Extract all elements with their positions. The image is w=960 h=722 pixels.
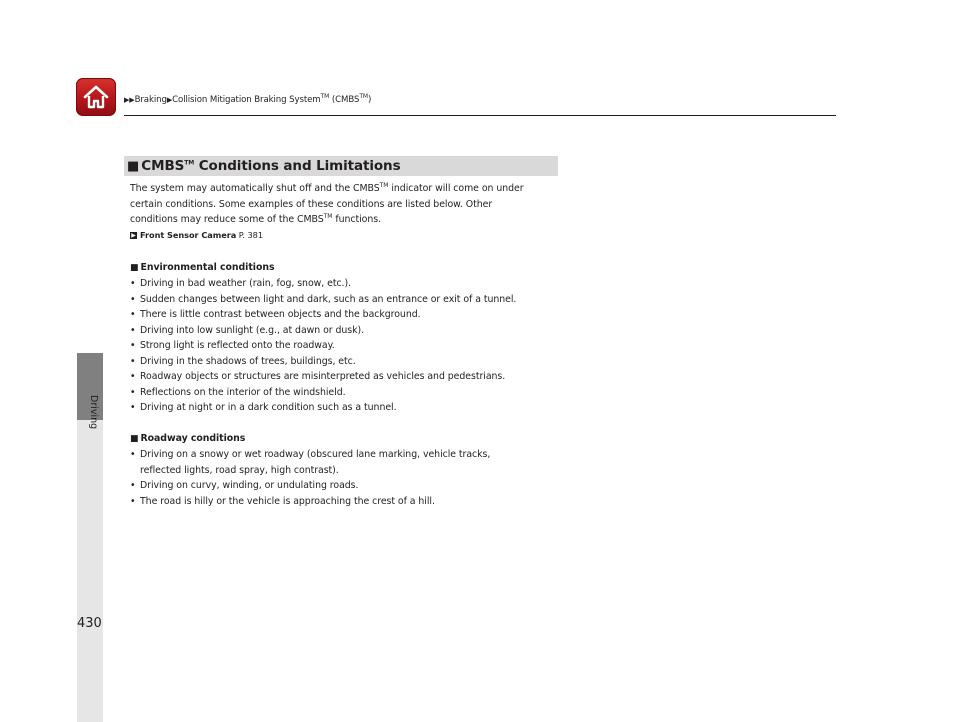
main-content bbox=[130, 181, 570, 509]
reference-arrow-icon: ▶ bbox=[131, 231, 136, 239]
roadway-heading: ■ Roadway conditions bbox=[130, 432, 246, 444]
list-item: • Roadway objects or structures are misinterpreted as vehicles and pedestrians. bbox=[130, 369, 570, 385]
list-item: • Sudden changes between light and dark, such as an entrance or exit of a tunnel. bbox=[130, 292, 570, 308]
sidebar-strip bbox=[77, 420, 103, 722]
environmental-list bbox=[130, 276, 570, 416]
cross-reference-link[interactable] bbox=[130, 229, 570, 241]
list-item: • Driving on a snowy or wet roadway (obscured lane marking, vehicle tracks, reflected lights, road spray, high contrast). bbox=[130, 447, 570, 478]
environmental-heading: ■ Environmental conditions bbox=[130, 261, 275, 273]
list-item: • Strong light is reflected onto the roadway. bbox=[130, 338, 570, 354]
section-title: CMBS™ Conditions and Limitations bbox=[141, 158, 401, 174]
list-item: • Driving on curvy, winding, or undulating roads. bbox=[130, 478, 570, 494]
home-icon bbox=[82, 84, 110, 110]
breadcrumb-arrow-icon: ▶ bbox=[166, 96, 173, 104]
intro-paragraph: The system may automatically shut off and the CMBS™ indicator will come on under certain conditions. Some examples of these conditions are listed below. Other conditions may reduce some of the CMBS™ functions. bbox=[130, 181, 524, 225]
list-item: • There is little contrast between objects and the background. bbox=[130, 307, 570, 323]
header-divider bbox=[124, 115, 836, 116]
list-item: • Driving in the shadows of trees, buildings, etc. bbox=[130, 354, 570, 370]
breadcrumb bbox=[124, 95, 371, 105]
square-bullet-icon: ■ bbox=[130, 433, 139, 444]
breadcrumb-item-braking[interactable]: Braking bbox=[134, 95, 167, 105]
square-bullet-icon: ■ bbox=[127, 158, 140, 174]
xref-title: Front Sensor Camera bbox=[140, 229, 237, 240]
sidebar-section-label: Driving bbox=[88, 395, 99, 430]
xref-page: P. 381 bbox=[236, 229, 263, 240]
list-item: • Driving into low sunlight (e.g., at dawn or dusk). bbox=[130, 323, 570, 339]
list-item: • The road is hilly or the vehicle is approaching the crest of a hill. bbox=[130, 494, 570, 510]
list-item: • Driving at night or in a dark condition such as a tunnel. bbox=[130, 400, 570, 416]
breadcrumb-arrow-icon: ▶▶ bbox=[124, 96, 135, 104]
section-heading bbox=[124, 156, 558, 176]
roadway-list bbox=[130, 447, 570, 509]
list-item: • Driving in bad weather (rain, fog, snow, etc.). bbox=[130, 276, 570, 292]
list-item: • Reflections on the interior of the windshield. bbox=[130, 385, 570, 401]
square-bullet-icon: ■ bbox=[130, 262, 139, 273]
page-number: 430 bbox=[77, 616, 102, 631]
home-button[interactable] bbox=[76, 78, 116, 116]
breadcrumb-item-cmbs[interactable]: Collision Mitigation Braking System™ (CMBS™) bbox=[172, 93, 372, 105]
